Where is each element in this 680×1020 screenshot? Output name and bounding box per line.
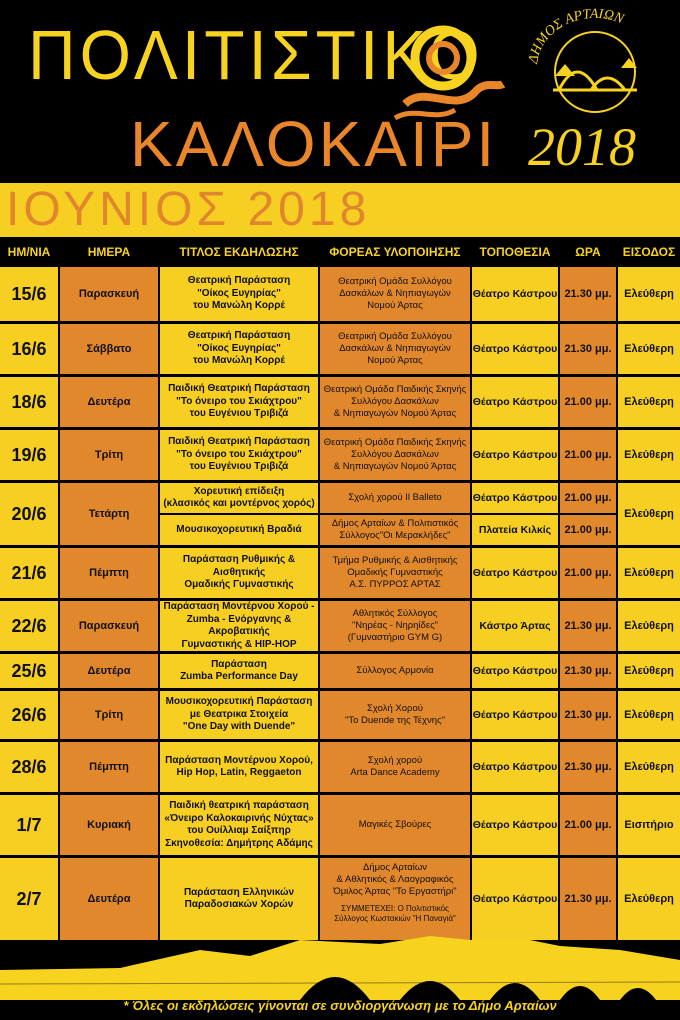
event-title: [160, 601, 318, 651]
event-organizer-text: Αθλητικός Σύλλογος "Νηρέας - Νηρηίδες" (Γυμναστήριο GYM G): [347, 608, 443, 643]
event-date-text: 2/7: [16, 888, 42, 909]
bridge-silhouette: [0, 910, 680, 1000]
event-organizer-text: Θεατρική Ομάδα Συλλόγου Δασκάλων & Νηπιαγωγών Νομού Άρτας: [338, 276, 452, 311]
column-header: ΤΟΠΟΘΕΣΙΑ: [479, 245, 551, 259]
event-organizer: [320, 377, 470, 427]
event-date-text: 19/6: [11, 444, 47, 465]
event-entry: [618, 601, 680, 651]
event-date-text: 21/6: [11, 562, 47, 583]
event-entry-text: Ελεύθερη: [624, 449, 674, 461]
event-title-text: Παράσταση Ρυθμικής & Αισθητικής Ομαδικής Γυμναστικής: [182, 554, 296, 591]
event-time: [560, 430, 616, 480]
event-day-text: Δευτέρα: [87, 893, 131, 905]
event-date: [0, 483, 58, 545]
event-location: [472, 515, 558, 545]
event-organizer-text: Θεατρική Ομάδα Παιδικής Σκηνής Συλλόγου Δασκάλων & Νηπιαγωγών Νομού Άρτας: [323, 437, 467, 472]
event-organizer-text: Θεατρική Ομάδα Συλλόγου Δασκάλων & Νηπιαγωγών Νομού Άρτας: [338, 331, 452, 366]
event-day: [60, 601, 158, 651]
event-day-text: Δευτέρα: [87, 665, 131, 677]
event-organizer: [320, 795, 470, 855]
event-time: [560, 267, 616, 321]
event-time-text: 21.30 μμ.: [564, 288, 612, 300]
svg-text:ΔΗΜΟΣ ΑΡΤΑΙΩΝ: ΔΗΜΟΣ ΑΡΤΑΙΩΝ: [526, 6, 626, 65]
event-title: [160, 742, 318, 792]
event-time: [560, 691, 616, 739]
event-title-text: Θεατρική Παράσταση "Οίκος Ευγηρίας" του Μανώλη Κορρέ: [187, 275, 291, 312]
event-organizer: [320, 601, 470, 651]
event-organizer: [320, 267, 470, 321]
event-organizer: [320, 548, 470, 598]
event-time-text: 21.00 μμ.: [564, 524, 612, 536]
event-day-text: Κυριακή: [87, 819, 131, 831]
event-title-text: Μουσικοχορευτική Βραδιά: [176, 523, 302, 535]
event-time: [560, 377, 616, 427]
event-time-text: 21.30 μμ.: [564, 761, 612, 773]
event-day-text: Παρασκευή: [78, 288, 140, 300]
event-entry-text: Ελεύθερη: [624, 343, 674, 355]
event-entry: [618, 267, 680, 321]
event-entry-text: Ελεύθερη: [624, 396, 674, 408]
event-title: [160, 515, 318, 545]
title-line2: ΚΑΛΟΚΑΙΡΙ: [130, 108, 498, 180]
event-title: [160, 691, 318, 739]
event-organizer-text: Σύλλογος Αρμονία: [356, 665, 434, 676]
event-date: [0, 548, 58, 598]
event-date-text: 26/6: [11, 704, 47, 725]
event-time: [560, 795, 616, 855]
event-title: [160, 324, 318, 374]
event-location: [472, 601, 558, 651]
event-title: [160, 548, 318, 598]
event-title-text: Παιδική Θεατρική Παράσταση "Το όνειρο του Σκιάχτρου" του Ευγένιου Τριβιζά: [168, 436, 310, 473]
event-time-text: 21.00 μμ.: [564, 819, 612, 831]
event-day: [60, 654, 158, 688]
footer-note: * Όλες οι εκδηλώσεις γίνονται σε συνδιοργάνωση με το Δήμο Αρταίων: [123, 998, 557, 1013]
event-day: [60, 430, 158, 480]
event-entry: [618, 483, 680, 545]
event-day-text: Πέμπτη: [89, 761, 129, 773]
event-time-text: 21.00 μμ.: [564, 492, 612, 504]
event-day: [60, 691, 158, 739]
event-date: [0, 742, 58, 792]
event-location: [472, 742, 558, 792]
column-header: ΕΙΣΟΔΟΣ: [622, 245, 676, 259]
event-location-text: Θέατρο Κάστρου: [472, 343, 558, 355]
event-entry-text: Ελεύθερη: [624, 567, 674, 579]
event-location-text: Θέατρο Κάστρου: [472, 709, 558, 721]
column-header: ΦΟΡΕΑΣ ΥΛΟΠΟΙΗΣΗΣ: [329, 245, 461, 259]
event-day: [60, 795, 158, 855]
event-location-text: Θέατρο Κάστρου: [472, 761, 558, 773]
event-time: [560, 601, 616, 651]
event-time-text: 21.30 μμ.: [564, 665, 612, 677]
event-title: [160, 267, 318, 321]
event-date: [0, 795, 58, 855]
event-organizer-text: Δήμος Αρταίων & Πολιτιστικός Σύλλογος"Οι Μερακλήδες": [331, 518, 459, 541]
event-entry: [618, 548, 680, 598]
event-date-text: 1/7: [16, 814, 42, 835]
event-entry: [618, 795, 680, 855]
event-location: [472, 267, 558, 321]
column-header: ΤΙΤΛΟΣ ΕΚΔΗΛΩΣΗΣ: [179, 245, 299, 259]
column-header: ΩΡΑ: [575, 245, 601, 259]
event-entry: [618, 742, 680, 792]
event-organizer: [320, 742, 470, 792]
event-title-text: Παράσταση Μοντέρνου Χορού, Hip Hop, Latin, Reggaeton: [165, 754, 313, 778]
event-title: [160, 483, 318, 513]
title-line1: ΠΟΛΙΤΙΣΤΙΚΟ: [28, 16, 484, 94]
event-time-text: 21.00 μμ.: [564, 396, 612, 408]
event-entry: [618, 430, 680, 480]
event-entry-text: Ελεύθερη: [624, 288, 674, 300]
event-day: [60, 324, 158, 374]
event-organizer: [320, 654, 470, 688]
event-location-text: Θέατρο Κάστρου: [472, 819, 558, 831]
event-organizer: [320, 483, 470, 513]
municipality-logo: [525, 6, 665, 116]
event-day-text: Δευτέρα: [87, 396, 131, 408]
event-day-text: Τρίτη: [94, 709, 124, 721]
event-organizer-text: Σχολή χορού Arta Dance Academy: [350, 755, 440, 778]
event-title-text: Μουσικοχορευτική Παράσταση με Θεατρικα Στοιχεία "One Day with Duende": [165, 696, 313, 733]
event-day-text: Τρίτη: [94, 449, 124, 461]
event-entry-text: Ελεύθερη: [624, 665, 674, 677]
event-day: [60, 267, 158, 321]
event-date: [0, 324, 58, 374]
event-entry-text: Ελεύθερη: [624, 893, 674, 905]
event-location-text: Θέατρο Κάστρου: [472, 665, 558, 677]
event-title-text: Παιδική Θεατρική Παράσταση "Το όνειρο του Σκιάχτρου" του Ευγένιου Τριβιζά: [168, 383, 310, 420]
event-entry-text: Εισιτήριο: [624, 819, 674, 831]
event-time: [560, 515, 616, 545]
event-organizer-text: Σχολή Χορού "Το Duende της Τέχνης": [344, 703, 446, 726]
event-entry: [618, 654, 680, 688]
column-header: ΗΜ/ΝΙΑ: [7, 245, 51, 259]
event-location-text: Θέατρο Κάστρου: [472, 396, 558, 408]
event-location: [472, 548, 558, 598]
event-time-text: 21.30 μμ.: [564, 709, 612, 721]
event-day-text: Πέμπτη: [89, 567, 129, 579]
event-organizer-text: Μαγικές Σβούρες: [358, 819, 432, 830]
event-entry: [618, 324, 680, 374]
event-location: [472, 430, 558, 480]
event-day: [60, 548, 158, 598]
event-time: [560, 324, 616, 374]
event-day: [60, 377, 158, 427]
event-date: [0, 601, 58, 651]
event-location-text: Πλατεία Κιλκίς: [478, 524, 552, 536]
event-entry-text: Ελεύθερη: [624, 508, 674, 520]
event-title-text: Παιδική θεατρική παράσταση «Όνειρο Καλοκαιρινής Νύχτας» του Ουίλλιαμ Σαίξπηρ Σκηνοθεσία: Δημήτρης Αδάμης: [164, 800, 314, 849]
event-entry-text: Ελεύθερη: [624, 620, 674, 632]
event-location: [472, 691, 558, 739]
event-date-text: 25/6: [11, 660, 47, 681]
event-time-text: 21.30 μμ.: [564, 343, 612, 355]
event-date: [0, 654, 58, 688]
event-entry: [618, 691, 680, 739]
event-organizer: [320, 324, 470, 374]
event-day-text: Τετάρτη: [88, 508, 130, 520]
event-organizer-text: Σχολή χορού Il Balleto: [348, 492, 442, 503]
event-title: [160, 377, 318, 427]
event-date: [0, 430, 58, 480]
event-time: [560, 654, 616, 688]
event-date-text: 28/6: [11, 756, 47, 777]
event-time: [560, 742, 616, 792]
event-organizer-text: Θεατρική Ομάδα Παιδικής Σκηνής Συλλόγου Δασκάλων & Νηπιαγωγών Νομού Άρτας: [323, 384, 467, 419]
event-day-text: Σάββατο: [86, 343, 132, 355]
month-title: ΙΟΥΝΙΟΣ 2018: [6, 183, 371, 236]
event-time-text: 21.30 μμ.: [564, 620, 612, 632]
column-header: ΗΜΕΡΑ: [87, 245, 131, 259]
title-year: 2018: [528, 117, 636, 177]
event-entry-text: Ελεύθερη: [624, 709, 674, 721]
event-time-text: 21.00 μμ.: [564, 567, 612, 579]
event-time: [560, 483, 616, 513]
event-date: [0, 377, 58, 427]
event-location-text: Θέατρο Κάστρου: [472, 288, 558, 300]
event-organizer: [320, 691, 470, 739]
event-location: [472, 324, 558, 374]
event-organizer: [320, 515, 470, 545]
event-title: [160, 430, 318, 480]
event-date-text: 16/6: [11, 338, 47, 359]
event-organizer-text: Τμήμα Ρυθμικής & Αισθητικής Ομαδικής Γυμναστικής Α.Σ. ΠΥΡΡΟΣ ΑΡΤΑΣ: [332, 555, 458, 590]
event-title-text: Παράσταση Ελληνικών Παραδοσιακών Χορών: [183, 886, 295, 910]
event-date-text: 22/6: [11, 615, 47, 636]
event-location: [472, 654, 558, 688]
event-title: [160, 795, 318, 855]
event-time-text: 21.30 μμ.: [564, 893, 612, 905]
event-location-text: Θέατρο Κάστρου: [472, 449, 558, 461]
event-date-text: 20/6: [11, 503, 47, 524]
event-title-text: Παράσταση Zumba Performance Day: [180, 658, 298, 682]
event-day: [60, 742, 158, 792]
event-title-text: Θεατρική Παράσταση "Οίκος Ευγηρίας" του Μανώλη Κορρέ: [187, 330, 291, 367]
event-location: [472, 377, 558, 427]
event-organizer: [320, 430, 470, 480]
event-entry: [618, 377, 680, 427]
event-time-text: 21.00 μμ.: [564, 449, 612, 461]
event-location: [472, 795, 558, 855]
event-location-text: Κάστρο Άρτας: [479, 620, 551, 632]
event-date: [0, 267, 58, 321]
event-location: [472, 483, 558, 513]
event-location-text: Θέατρο Κάστρου: [472, 492, 558, 504]
event-location-text: Θέατρο Κάστρου: [472, 567, 558, 579]
event-date-text: 18/6: [11, 391, 47, 412]
event-day-text: Παρασκευή: [78, 620, 140, 632]
event-time: [560, 548, 616, 598]
event-title-text: Παράσταση Μοντέρνου Χορού - Zumba - Ενόργανης & Ακροβατικής Γυμναστικής & HIP-HOP: [163, 601, 315, 650]
event-title: [160, 654, 318, 688]
event-organizer-text: Δήμος Αρταίων & Αθλητικός & Λαογραφικός Όμιλος Άρτας "Το Εργαστήρι": [333, 862, 457, 897]
event-date: [0, 691, 58, 739]
event-date-text: 15/6: [11, 283, 47, 304]
event-day: [60, 483, 158, 545]
event-organizer-note: ΣΥΜΜΕΤΕΧΕΙ: Ο Πολιτιστικός Σύλλογος Κωστακιών "Η Παναγιά": [334, 904, 456, 923]
event-entry-text: Ελεύθερη: [624, 761, 674, 773]
event-title-text: Χορευτική επίδειξη (κλασικός και μοντέρνος χορός): [163, 485, 315, 509]
event-location-text: Θέατρο Κάστρου: [472, 893, 558, 905]
